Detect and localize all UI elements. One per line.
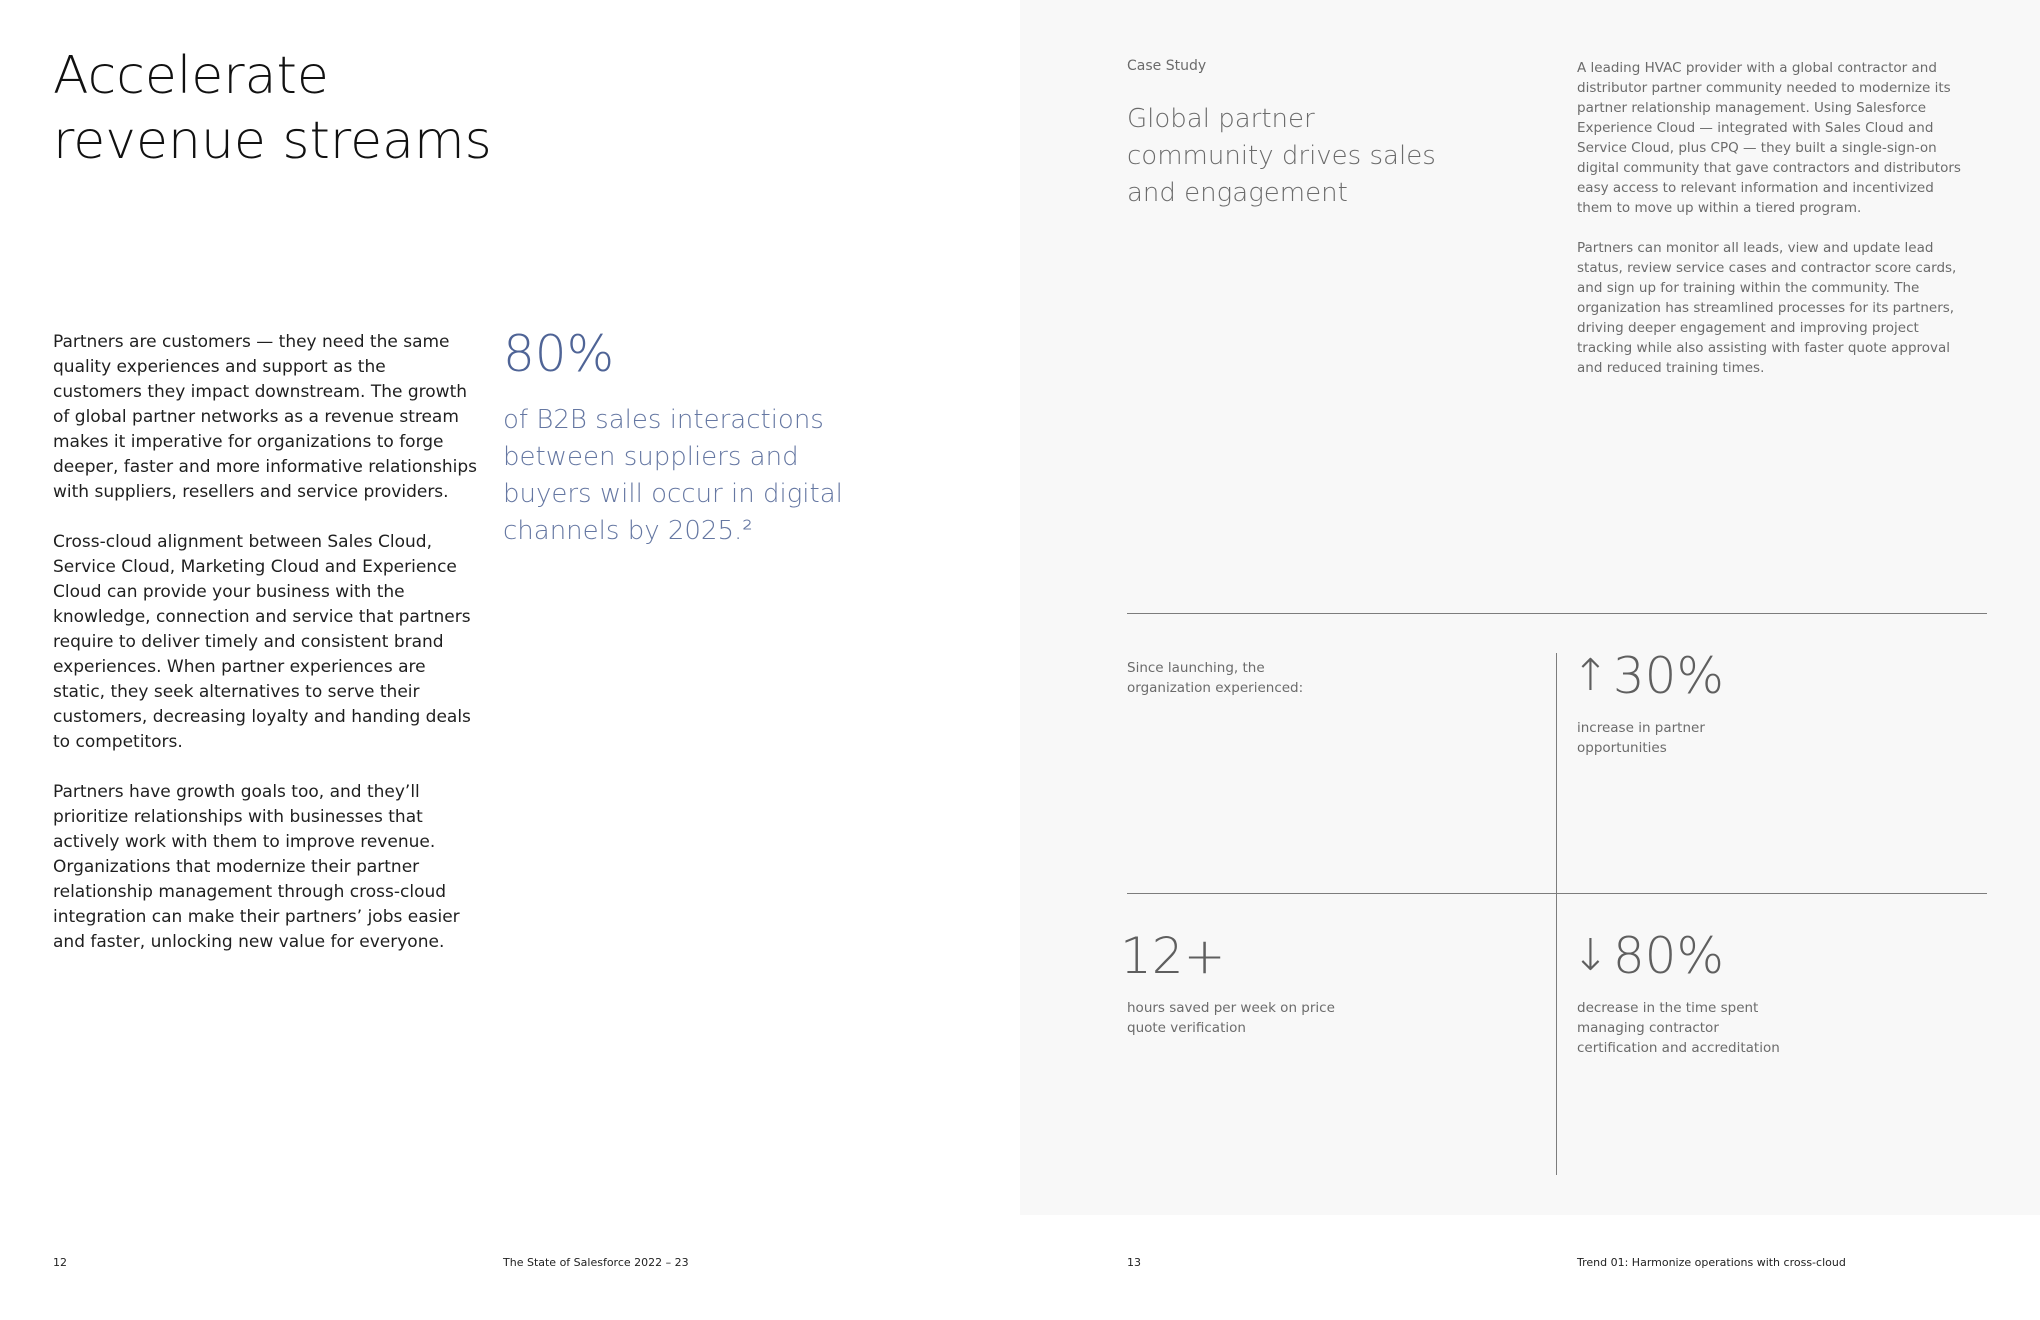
case-study-paragraph-1: A leading HVAC provider with a global contractor and distributor partner community needed to modernize its partner relationship management. Using Salesforce Experience Cloud — integrated with Sales Cloud and Service Cloud, plus CPQ — they built a single-sign-on digital community that gave contractors and distributors easy access to relevant information and incentivized them to move up within a tiered program. xyxy=(1577,60,1961,216)
case-study-label: Case Study xyxy=(1127,58,1207,74)
metric-opportunities-value xyxy=(1572,646,1724,706)
stat-description: of B2B sales interactions between suppliers and buyers will occur in digital channels by 2025.² xyxy=(503,405,843,546)
metric-value: 30% xyxy=(1612,647,1725,705)
arrow-down-icon: ↓ xyxy=(1572,930,1609,981)
left-page-number: 12 xyxy=(53,1256,67,1269)
metric-time-value xyxy=(1572,926,1724,986)
headline-line-1: Accelerate xyxy=(53,46,329,106)
metric-hours-value xyxy=(1120,926,1226,986)
case-study-title: Global partner community drives sales and engagement xyxy=(1127,104,1436,208)
since-launching-text: Since launching, the organization experienced: xyxy=(1127,660,1304,696)
arrow-up-icon: ↑ xyxy=(1572,650,1609,701)
case-study-paragraph-2: Partners can monitor all leads, view and update lead status, review service cases and contractor score cards, and sign up for training within the community. The organization has streamlined processes for its partners, driving deeper engagement and improving project tracking while also assisting with faster quote approval and reduced training times. xyxy=(1577,240,1957,376)
left-running-title: The State of Salesforce 2022 – 23 xyxy=(503,1256,689,1269)
metric-time-description: decrease in the time spent managing contractor certification and accreditation xyxy=(1577,1000,1780,1056)
right-running-title: Trend 01: Harmonize operations with cross-cloud xyxy=(1577,1256,1846,1269)
metric-hours-description: hours saved per week on price quote verification xyxy=(1127,1000,1335,1036)
divider-middle xyxy=(1127,893,1987,894)
metric-opportunities-description: increase in partner opportunities xyxy=(1577,720,1705,756)
body-paragraph-1: Partners are customers — they need the same quality experiences and support as the customers they impact downstream. The growth of global partner networks as a revenue stream makes it imperative for organizations to forge deeper, faster and more informative relationships with suppliers, resellers and service providers. xyxy=(53,332,478,502)
body-paragraph-2: Cross-cloud alignment between Sales Cloud, Service Cloud, Marketing Cloud and Experience Cloud can provide your business with the knowledge, connection and service that partners require to deliver timely and consistent brand experiences. When partner experiences are static, they seek alternatives to serve their customers, decreasing loyalty and handing deals to competitors. xyxy=(53,532,471,752)
page-headline xyxy=(53,44,653,174)
body-text-column xyxy=(53,330,478,980)
divider-top xyxy=(1127,613,1987,614)
case-study-body xyxy=(1577,58,1972,398)
stat-value: 80% xyxy=(503,325,615,383)
right-page-number: 13 xyxy=(1127,1256,1141,1269)
headline-line-2: revenue streams xyxy=(53,111,492,171)
metric-value: 80% xyxy=(1612,927,1725,985)
metric-value: 12+ xyxy=(1120,927,1226,985)
divider-vertical xyxy=(1556,653,1557,1175)
body-paragraph-3: Partners have growth goals too, and they’ll prioritize relationships with businesses that actively work with them to improve revenue. Organizations that modernize their partner relationship management through cross-cloud integration can make their partners’ jobs easier and faster, unlocking new value for everyone. xyxy=(53,782,460,952)
